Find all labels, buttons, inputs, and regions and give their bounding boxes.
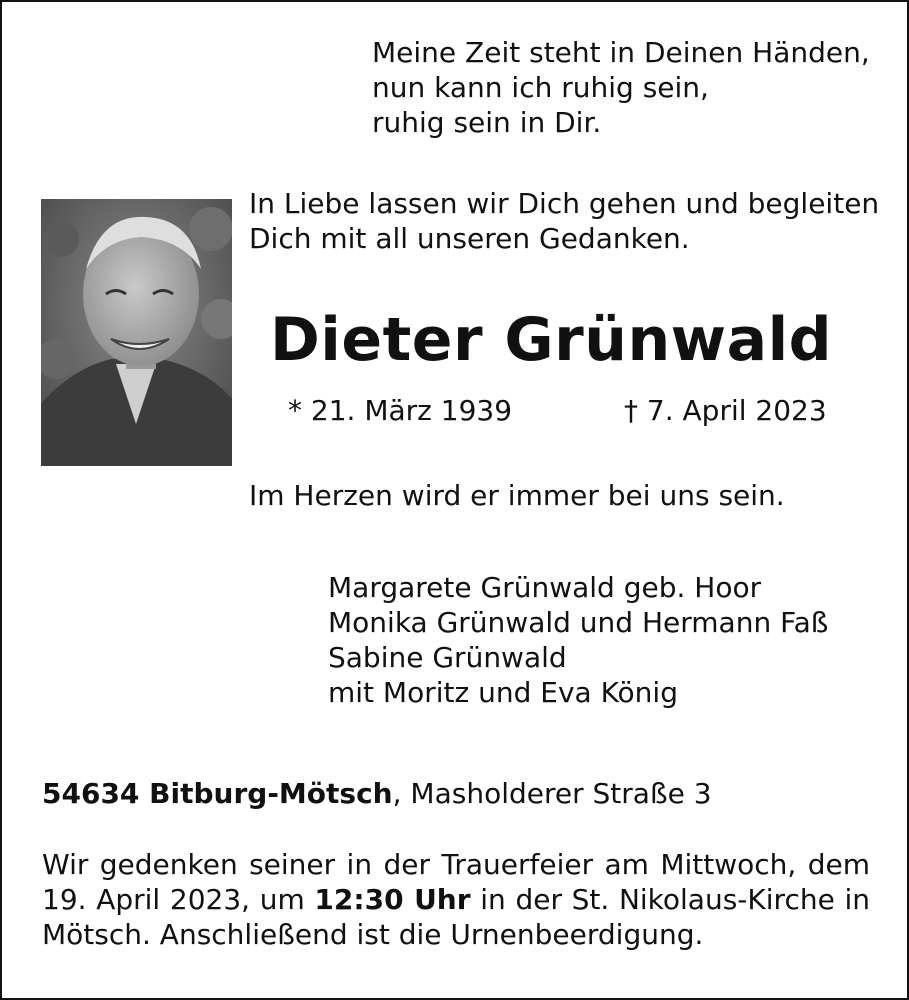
service-text-2: in der St. Nikolaus-Kirche in Mötsch. Anschließend ist die Urnenbeerdigung. [42,883,871,951]
intro-text [249,186,879,256]
verse [372,35,870,140]
address [42,776,712,811]
verse-line: nun kann ich ruhig sein, [372,71,709,104]
verse-line: Meine Zeit steht in Deinen Händen, [372,36,870,69]
mourner: Margarete Grünwald geb. Hoor [328,571,762,604]
service-notice [42,847,870,952]
death-date: † 7. April 2023 [624,394,827,427]
verse-line: ruhig sein in Dir. [372,106,602,139]
mourner: mit Moritz und Eva König [328,676,678,709]
service-time: 12:30 Uhr [314,883,471,916]
birth-date: * 21. März 1939 [288,394,513,427]
portrait-photo-icon [41,199,232,466]
mourner: Sabine Grünwald [328,641,567,674]
closing-line: Im Herzen wird er immer bei uns sein. [249,479,785,512]
deceased-name: Dieter Grünwald [270,305,833,375]
intro-line: In Liebe lassen wir Dich gehen und begleiten [249,187,880,220]
address-street: , Masholderer Straße 3 [392,777,712,810]
address-place: 54634 Bitburg-Mötsch [42,777,393,810]
intro-line: Dich mit all unseren Gedanken. [249,222,690,255]
portrait-photo [41,199,232,466]
mourners-list [328,570,828,710]
mourner: Monika Grünwald und Hermann Faß [328,606,829,639]
service-text-1: Wir gedenken seiner in der Trauerfeier am Mittwoch, dem 19. April 2023, um [42,848,870,916]
